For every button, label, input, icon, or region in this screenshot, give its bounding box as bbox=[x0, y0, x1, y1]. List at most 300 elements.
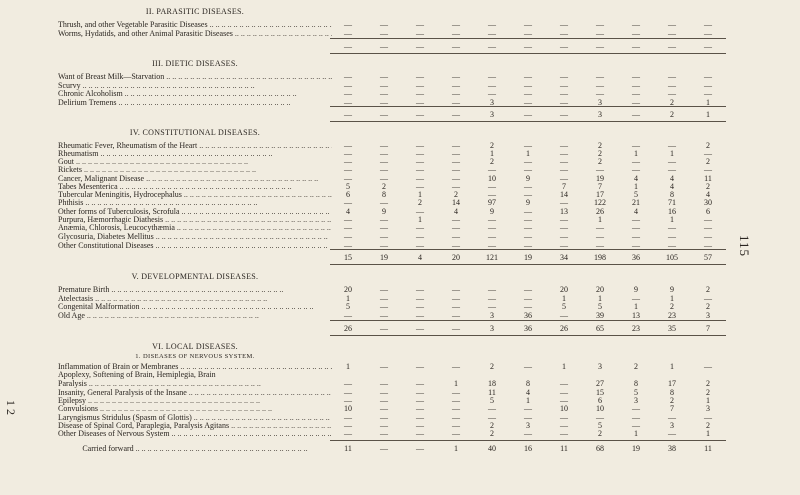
cell-c10: 105 bbox=[666, 253, 678, 262]
cell-c2: — bbox=[380, 379, 388, 388]
table-row bbox=[58, 302, 728, 311]
row-label: Disease of Spinal Cord, Paraplegia, Paralysis Agitans .. .. bbox=[58, 421, 332, 430]
cell-c8: 10 bbox=[596, 404, 604, 413]
cell-c5: 3 bbox=[490, 110, 494, 119]
cell-c4: — bbox=[452, 42, 460, 51]
row-label: Cancer, Malignant Disease .. .. bbox=[58, 174, 332, 183]
cell-c9: 13 bbox=[632, 311, 640, 320]
row-label: Premature Birth .. .. bbox=[58, 285, 332, 294]
cell-c5: 3 bbox=[490, 311, 494, 320]
cell-c11: 2 bbox=[706, 379, 710, 388]
cell-c10: 1 bbox=[670, 294, 674, 303]
total-rule-bottom bbox=[330, 335, 726, 336]
cell-c6: 1 bbox=[526, 396, 530, 405]
total-row bbox=[58, 110, 728, 119]
cell-c8: — bbox=[596, 29, 604, 38]
cell-c2: 8 bbox=[382, 190, 386, 199]
cell-c5: 11 bbox=[488, 388, 496, 397]
subsection-heading bbox=[58, 352, 728, 361]
cell-c3: — bbox=[416, 388, 424, 397]
cell-c7: — bbox=[560, 42, 568, 51]
cell-c6: — bbox=[524, 302, 532, 311]
row-label: Chronic Alcoholism .. .. bbox=[58, 89, 332, 98]
cell-c7: — bbox=[560, 413, 568, 422]
cell-c9: — bbox=[632, 157, 640, 166]
table-row bbox=[58, 29, 728, 38]
cell-c6: — bbox=[524, 190, 532, 199]
cell-c7: 10 bbox=[560, 404, 568, 413]
row-label: Apoplexy, Softening of Brain, Hemiplegia, Brain bbox=[58, 370, 216, 379]
cell-c7: — bbox=[560, 429, 568, 438]
cell-c5: 10 bbox=[488, 174, 496, 183]
cell-c6: — bbox=[524, 42, 532, 51]
cell-c1: — bbox=[344, 89, 352, 98]
cell-c1: — bbox=[344, 396, 352, 405]
cell-c7: — bbox=[560, 311, 568, 320]
cell-c4: — bbox=[452, 20, 460, 29]
row-label: VI. LOCAL DISEASES. bbox=[152, 342, 238, 351]
cell-c11: 4 bbox=[706, 190, 710, 199]
cell-c4: — bbox=[452, 396, 460, 405]
cell-c5: 2 bbox=[490, 362, 494, 371]
table-row bbox=[58, 165, 728, 174]
total-row bbox=[58, 42, 728, 51]
total-rule-bottom bbox=[330, 53, 726, 54]
cell-c7: — bbox=[560, 81, 568, 90]
cell-c4: — bbox=[452, 285, 460, 294]
cell-c11: — bbox=[704, 42, 712, 51]
cell-c11: 2 bbox=[706, 141, 710, 150]
cell-c3: — bbox=[416, 404, 424, 413]
cell-c7: — bbox=[560, 29, 568, 38]
cell-c6: 36 bbox=[524, 311, 532, 320]
cell-c9: — bbox=[632, 72, 640, 81]
cell-c7: — bbox=[560, 223, 568, 232]
row-label: Atelectasis .. .. bbox=[58, 294, 332, 303]
cell-c3: — bbox=[416, 444, 424, 453]
cell-c2: — bbox=[380, 81, 388, 90]
cell-c2: — bbox=[380, 215, 388, 224]
cell-c8: 3 bbox=[598, 98, 602, 107]
cell-c5: 18 bbox=[488, 379, 496, 388]
cell-c8: — bbox=[596, 89, 604, 98]
cell-c9: — bbox=[632, 294, 640, 303]
cell-c6: 4 bbox=[526, 388, 530, 397]
section-heading bbox=[58, 342, 728, 351]
cell-c6: 16 bbox=[524, 444, 532, 453]
cell-c7: — bbox=[560, 141, 568, 150]
cell-c1: — bbox=[344, 215, 352, 224]
row-label: Rheumatism .. .. bbox=[58, 149, 332, 158]
cell-c8: 20 bbox=[596, 285, 604, 294]
cell-c5: — bbox=[488, 241, 496, 250]
cell-c5: — bbox=[488, 285, 496, 294]
cell-c11: 3 bbox=[706, 311, 710, 320]
cell-c6: — bbox=[524, 81, 532, 90]
section-heading bbox=[58, 59, 728, 68]
row-label: IV. CONSTITUTIONAL DISEASES. bbox=[129, 128, 261, 137]
cell-c4: 1 bbox=[454, 444, 458, 453]
cell-c9: — bbox=[632, 404, 640, 413]
cell-c10: 2 bbox=[670, 98, 674, 107]
section-heading bbox=[58, 272, 728, 281]
cell-c7: — bbox=[560, 379, 568, 388]
cell-c5: 9 bbox=[490, 207, 494, 216]
row-label: Insanity, General Paralysis of the Insane .. .. bbox=[58, 388, 332, 397]
cell-c5: — bbox=[488, 215, 496, 224]
cell-c3: — bbox=[416, 294, 424, 303]
row-label: Old Age .. .. bbox=[58, 311, 332, 320]
cell-c5: 1 bbox=[490, 149, 494, 158]
cell-c6: — bbox=[524, 429, 532, 438]
cell-c11: 11 bbox=[704, 174, 712, 183]
cell-c11: 1 bbox=[706, 110, 710, 119]
cell-c2: 9 bbox=[382, 207, 386, 216]
cell-c3: — bbox=[416, 72, 424, 81]
cell-c3: — bbox=[416, 182, 424, 191]
table-row bbox=[58, 404, 728, 413]
cell-c5: 3 bbox=[490, 324, 494, 333]
cell-c3: — bbox=[416, 157, 424, 166]
cell-c9: — bbox=[632, 223, 640, 232]
cell-c9: 5 bbox=[634, 190, 638, 199]
cell-c4: — bbox=[452, 429, 460, 438]
row-label: III. DIETIC DISEASES. bbox=[152, 59, 238, 68]
cell-c9: 19 bbox=[632, 444, 640, 453]
cell-c1: — bbox=[344, 232, 352, 241]
cell-c1: 15 bbox=[344, 253, 352, 262]
cell-c1: — bbox=[344, 388, 352, 397]
cell-c8: 26 bbox=[596, 207, 604, 216]
cell-c1: — bbox=[344, 198, 352, 207]
cell-c9: 4 bbox=[634, 174, 638, 183]
cell-c10: — bbox=[668, 42, 676, 51]
cell-c3: 4 bbox=[418, 253, 422, 262]
row-label: Other forms of Tuberculosis, Scrofula .. .. bbox=[58, 207, 332, 216]
cell-c10: 3 bbox=[670, 421, 674, 430]
cell-c7: — bbox=[560, 232, 568, 241]
cell-c5: 2 bbox=[490, 421, 494, 430]
cell-c8: 2 bbox=[598, 141, 602, 150]
margin-mark: 1 2 bbox=[4, 400, 18, 415]
cell-c10: 9 bbox=[670, 285, 674, 294]
cell-c4: 14 bbox=[452, 198, 460, 207]
cell-c5: 3 bbox=[490, 98, 494, 107]
table-row bbox=[58, 89, 728, 98]
section-heading bbox=[58, 7, 728, 16]
total-rule bbox=[330, 38, 726, 39]
cell-c2: — bbox=[380, 404, 388, 413]
cell-c5: — bbox=[488, 294, 496, 303]
cell-c9: — bbox=[632, 42, 640, 51]
cell-c6: — bbox=[524, 413, 532, 422]
cell-c3: — bbox=[416, 302, 424, 311]
cell-c2: — bbox=[380, 110, 388, 119]
cell-c9: 2 bbox=[634, 362, 638, 371]
cell-c8: 15 bbox=[596, 388, 604, 397]
cell-c9: 8 bbox=[634, 379, 638, 388]
row-label: Phthisis .. .. bbox=[58, 198, 332, 207]
cell-c11: — bbox=[704, 294, 712, 303]
table-row bbox=[58, 72, 728, 81]
cell-c5: 97 bbox=[488, 198, 496, 207]
cell-c6: — bbox=[524, 157, 532, 166]
cell-c6: — bbox=[524, 232, 532, 241]
cell-c10: — bbox=[668, 232, 676, 241]
cell-c2: — bbox=[380, 429, 388, 438]
cell-c1: — bbox=[344, 141, 352, 150]
cell-c11: — bbox=[704, 413, 712, 422]
cell-c8: 2 bbox=[598, 149, 602, 158]
total-row bbox=[58, 253, 728, 262]
cell-c10: 8 bbox=[670, 388, 674, 397]
row-label: Tubercular Meningitis, Hydrocephalus .. .. bbox=[58, 190, 332, 199]
cell-c9: — bbox=[632, 215, 640, 224]
cell-c9: 1 bbox=[634, 302, 638, 311]
row-label: Laryngismus Stridulus (Spasm of Glottis) .. .. bbox=[58, 413, 332, 422]
cell-c1: — bbox=[344, 429, 352, 438]
cell-c3: — bbox=[416, 362, 424, 371]
cell-c3: — bbox=[416, 396, 424, 405]
cell-c7: 5 bbox=[562, 302, 566, 311]
cell-c5: — bbox=[488, 413, 496, 422]
cell-c2: — bbox=[380, 388, 388, 397]
cell-c11: — bbox=[704, 29, 712, 38]
cell-c1: — bbox=[344, 311, 352, 320]
cell-c4: — bbox=[452, 149, 460, 158]
cell-c6: — bbox=[524, 215, 532, 224]
cell-c1: 1 bbox=[346, 294, 350, 303]
cell-c6: — bbox=[524, 294, 532, 303]
cell-c10: 4 bbox=[670, 174, 674, 183]
cell-c9: — bbox=[632, 421, 640, 430]
cell-c5: 5 bbox=[490, 396, 494, 405]
cell-c6: — bbox=[524, 72, 532, 81]
cell-c6: 9 bbox=[526, 198, 530, 207]
cell-c5: 121 bbox=[486, 253, 498, 262]
cell-c8: 7 bbox=[598, 182, 602, 191]
cell-c4: — bbox=[452, 388, 460, 397]
cell-c10: 7 bbox=[670, 404, 674, 413]
cell-c1: — bbox=[344, 110, 352, 119]
cell-c9: — bbox=[632, 81, 640, 90]
cell-c1: 6 bbox=[346, 190, 350, 199]
row-label: Purpura, Hæmorrhagic Diathesis .. .. bbox=[58, 215, 332, 224]
cell-c10: 1 bbox=[670, 149, 674, 158]
cell-c6: — bbox=[524, 241, 532, 250]
page-number: 115 bbox=[737, 235, 752, 258]
total-rule-bottom bbox=[330, 121, 726, 122]
row-label: Epilepsy .. .. bbox=[58, 396, 332, 405]
cell-c2: — bbox=[380, 302, 388, 311]
cell-c10: — bbox=[668, 413, 676, 422]
cell-c5: — bbox=[488, 42, 496, 51]
cell-c3: — bbox=[416, 379, 424, 388]
cell-c4: — bbox=[452, 421, 460, 430]
cell-c4: 20 bbox=[452, 253, 460, 262]
total-rule bbox=[330, 440, 726, 441]
cell-c10: — bbox=[668, 157, 676, 166]
cell-c2: — bbox=[380, 421, 388, 430]
cell-c1: — bbox=[344, 174, 352, 183]
cell-c6: — bbox=[524, 89, 532, 98]
cell-c9: — bbox=[632, 241, 640, 250]
cell-c5: — bbox=[488, 190, 496, 199]
cell-c1: — bbox=[344, 20, 352, 29]
cell-c3: — bbox=[416, 429, 424, 438]
cell-c2: — bbox=[380, 20, 388, 29]
cell-c8: 5 bbox=[598, 302, 602, 311]
cell-c11: 3 bbox=[706, 404, 710, 413]
row-label: Gout .. .. bbox=[58, 157, 332, 166]
cell-c10: 17 bbox=[668, 379, 676, 388]
cell-c2: — bbox=[380, 89, 388, 98]
cell-c4: — bbox=[452, 223, 460, 232]
cell-c9: 4 bbox=[634, 207, 638, 216]
cell-c4: — bbox=[452, 241, 460, 250]
cell-c1: — bbox=[344, 157, 352, 166]
cell-c6: 36 bbox=[524, 324, 532, 333]
cell-c1: — bbox=[344, 413, 352, 422]
cell-c7: — bbox=[560, 72, 568, 81]
cell-c9: 23 bbox=[632, 324, 640, 333]
cell-c4: — bbox=[452, 29, 460, 38]
cell-c3: — bbox=[416, 207, 424, 216]
cell-c7: — bbox=[560, 98, 568, 107]
cell-c6: — bbox=[524, 404, 532, 413]
row-label: Carried forward .. .. bbox=[58, 444, 332, 453]
cell-c1: — bbox=[344, 42, 352, 51]
cell-c2: — bbox=[380, 396, 388, 405]
cell-c2: — bbox=[380, 149, 388, 158]
cell-c6: — bbox=[524, 223, 532, 232]
cell-c7: 34 bbox=[560, 253, 568, 262]
cell-c8: 2 bbox=[598, 157, 602, 166]
row-label: Scurvy .. .. bbox=[58, 81, 332, 90]
cell-c8: 19 bbox=[596, 174, 604, 183]
cell-c9: — bbox=[632, 98, 640, 107]
cell-c4: 4 bbox=[454, 207, 458, 216]
cell-c3: — bbox=[416, 29, 424, 38]
cell-c4: — bbox=[452, 413, 460, 422]
cell-c1: — bbox=[344, 165, 352, 174]
cell-c4: — bbox=[452, 362, 460, 371]
cell-c3: — bbox=[416, 421, 424, 430]
cell-c10: — bbox=[668, 141, 676, 150]
cell-c5: — bbox=[488, 232, 496, 241]
cell-c3: — bbox=[416, 241, 424, 250]
cell-c7: 14 bbox=[560, 190, 568, 199]
cell-c8: 27 bbox=[596, 379, 604, 388]
cell-c5: — bbox=[488, 182, 496, 191]
row-label: Rickets .. .. bbox=[58, 165, 332, 174]
cell-c8: 5 bbox=[598, 421, 602, 430]
total-rule-bottom bbox=[330, 264, 726, 265]
cell-c2: — bbox=[380, 29, 388, 38]
row-label: Want of Breast Milk—Starvation .. .. bbox=[58, 72, 332, 81]
cell-c3: — bbox=[416, 42, 424, 51]
cell-c7: — bbox=[560, 89, 568, 98]
cell-c6: 19 bbox=[524, 253, 532, 262]
cell-c1: 1 bbox=[346, 362, 350, 371]
row-label: Anæmia, Chlorosis, Leucocythæmia .. .. bbox=[58, 223, 332, 232]
cell-c3: — bbox=[416, 110, 424, 119]
row-label: Delirium Tremens .. .. bbox=[58, 98, 332, 107]
cell-c7: — bbox=[560, 149, 568, 158]
cell-c4: — bbox=[452, 141, 460, 150]
cell-c11: 6 bbox=[706, 207, 710, 216]
cell-c10: — bbox=[668, 81, 676, 90]
cell-c11: 7 bbox=[706, 324, 710, 333]
cell-c4: — bbox=[452, 165, 460, 174]
cell-c7: — bbox=[560, 421, 568, 430]
cell-c3: — bbox=[416, 20, 424, 29]
cell-c11: 11 bbox=[704, 444, 712, 453]
cell-c2: — bbox=[380, 223, 388, 232]
cell-c2: — bbox=[380, 198, 388, 207]
cell-c1: — bbox=[344, 81, 352, 90]
cell-c3: — bbox=[416, 165, 424, 174]
cell-c1: 5 bbox=[346, 302, 350, 311]
cell-c4: — bbox=[452, 157, 460, 166]
cell-c8: — bbox=[596, 223, 604, 232]
cell-c3: — bbox=[416, 149, 424, 158]
section-heading bbox=[58, 128, 728, 137]
cell-c4: — bbox=[452, 324, 460, 333]
cell-c2: — bbox=[380, 294, 388, 303]
cell-c8: 3 bbox=[598, 362, 602, 371]
cell-c9: — bbox=[632, 20, 640, 29]
cell-c11: — bbox=[704, 362, 712, 371]
cell-c9: 1 bbox=[634, 429, 638, 438]
cell-c4: 1 bbox=[454, 379, 458, 388]
cell-c1: 4 bbox=[346, 207, 350, 216]
cell-c4: — bbox=[452, 89, 460, 98]
cell-c2: — bbox=[380, 174, 388, 183]
cell-c10: 2 bbox=[670, 110, 674, 119]
cell-c7: — bbox=[560, 157, 568, 166]
cell-c8: — bbox=[596, 241, 604, 250]
cell-c5: — bbox=[488, 29, 496, 38]
cell-c3: — bbox=[416, 324, 424, 333]
cell-c2: 19 bbox=[380, 253, 388, 262]
cell-c9: — bbox=[632, 89, 640, 98]
cell-c2: — bbox=[380, 165, 388, 174]
cell-c5: 2 bbox=[490, 429, 494, 438]
cell-c4: — bbox=[452, 232, 460, 241]
cell-c2: — bbox=[380, 241, 388, 250]
cell-c11: — bbox=[704, 81, 712, 90]
cell-c5: — bbox=[488, 302, 496, 311]
cell-c10: — bbox=[668, 429, 676, 438]
cell-c10: 16 bbox=[668, 207, 676, 216]
cell-c3: — bbox=[416, 285, 424, 294]
cell-c11: 2 bbox=[706, 302, 710, 311]
cell-c10: 2 bbox=[670, 302, 674, 311]
carried-forward-row bbox=[58, 444, 728, 453]
total-rule bbox=[330, 320, 726, 321]
row-label: 1. DISEASES OF NERVOUS SYSTEM. bbox=[135, 353, 255, 360]
row-label: Thrush, and other Vegetable Parasitic Diseases .. .. bbox=[58, 20, 332, 29]
cell-c6: — bbox=[524, 285, 532, 294]
row-label: V. DEVELOPMENTAL DISEASES. bbox=[131, 272, 259, 281]
row-label: Convulsions .. .. bbox=[58, 404, 332, 413]
cell-c9: — bbox=[632, 232, 640, 241]
cell-c3: — bbox=[416, 223, 424, 232]
cell-c4: — bbox=[452, 182, 460, 191]
cell-c2: — bbox=[380, 98, 388, 107]
cell-c2: — bbox=[380, 413, 388, 422]
